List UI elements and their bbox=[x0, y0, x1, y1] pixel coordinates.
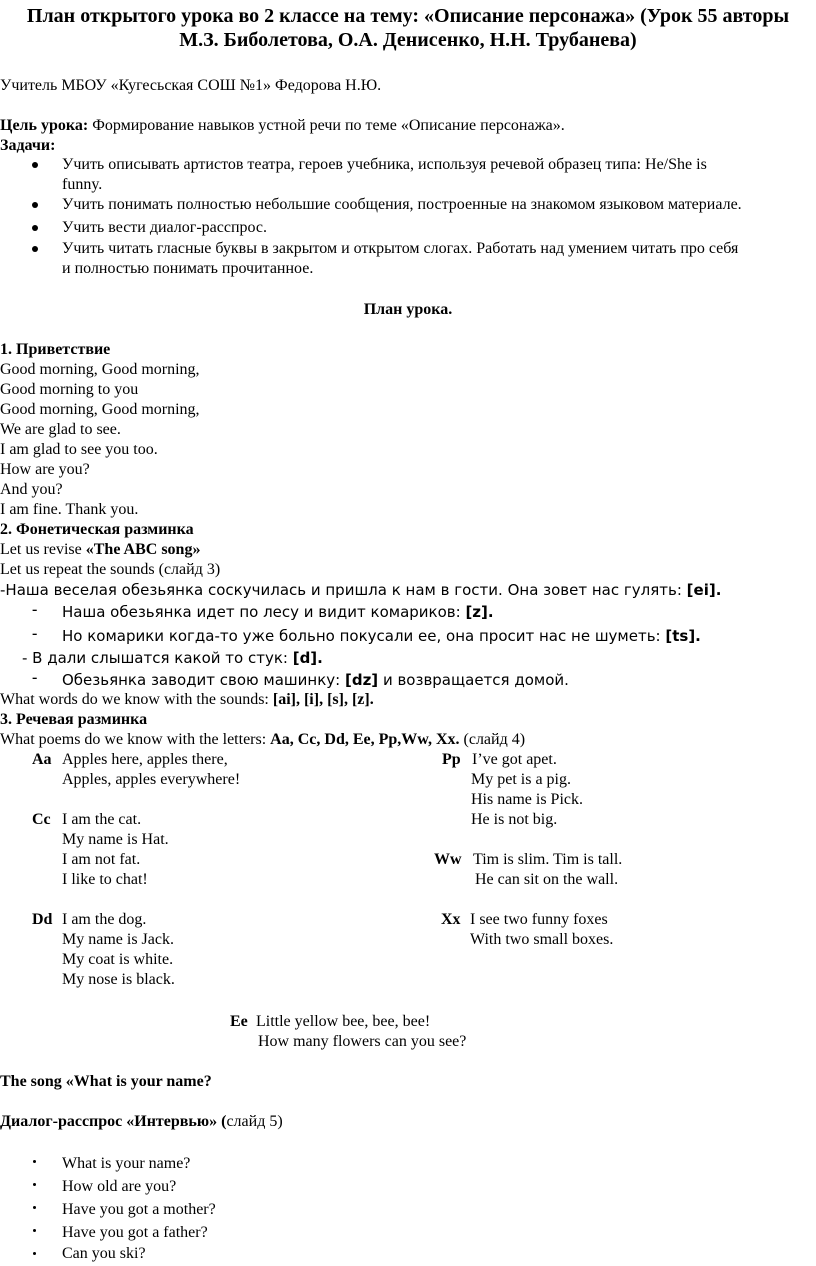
task-item-4-line-2: и полностью понимать прочитанное. bbox=[62, 260, 314, 277]
poem-letters: Aa, Cc, Dd, Ee, Pp,Ww, Xx. bbox=[270, 731, 460, 748]
poem-letter-aa: Aa bbox=[32, 751, 52, 768]
poem-letter-pp: Pp bbox=[442, 751, 461, 768]
dialog-question: Have you got a father? bbox=[62, 1224, 208, 1241]
section-1-heading: 1. Приветствие bbox=[0, 341, 111, 358]
poem-aa-line: Apples, apples everywhere! bbox=[62, 771, 241, 788]
poem-ee-line: Little yellow bee, bee, bee! bbox=[256, 1013, 431, 1030]
bullet-icon bbox=[33, 1160, 36, 1163]
poem-xx-line: I see two funny foxes bbox=[470, 911, 608, 928]
poem-dd-line: My nose is black. bbox=[62, 971, 175, 988]
title-line-1: План открытого урока во 2 классе на тему: «Описание персонажа» (Урок 55 авторы bbox=[26, 5, 790, 27]
monkey-story-line: Обезьянка заводит свою машинку: [dz] и возвращается домой. bbox=[62, 671, 569, 689]
goal-text: Формирование навыков устной речи по теме «Описание персонажа». bbox=[88, 117, 565, 134]
tasks-label: Задачи: bbox=[0, 137, 56, 154]
sounds-list: [ai], [i], [s], [z]. bbox=[272, 691, 374, 708]
title-line-2: М.З. Биболетова, О.А. Денисенко, Н.Н. Трубанева) bbox=[179, 29, 637, 51]
poem-cc-line: I am not fat. bbox=[62, 851, 141, 868]
poem-letter-cc: Cc bbox=[32, 811, 51, 828]
poem-cc-line: I am the cat. bbox=[62, 811, 142, 828]
sound-dz: [dz] bbox=[344, 671, 379, 689]
poem-dd-line: I am the dog. bbox=[62, 911, 147, 928]
sound-d: [d]. bbox=[292, 649, 323, 667]
poem-aa-line: Apples here, apples there, bbox=[62, 751, 228, 768]
poem-pp-line: I’ve got apet. bbox=[472, 751, 557, 768]
section-3-heading: 3. Речевая разминка bbox=[0, 711, 148, 728]
dialog-label: Диалог-расспрос «Интервью» ( bbox=[0, 1113, 227, 1130]
poem-ee-line: How many flowers can you see? bbox=[258, 1033, 467, 1050]
greeting-line: I am glad to see you too. bbox=[0, 441, 158, 458]
bullet-icon bbox=[32, 225, 38, 231]
monkey-story-line: Но комарики когда-то уже больно покусали ее, она просит нас не шуметь: [ts]. bbox=[62, 627, 701, 645]
bullet-icon bbox=[33, 1229, 36, 1232]
bullet-icon bbox=[33, 1252, 36, 1255]
dash-icon: - bbox=[32, 625, 38, 642]
poem-pp-line: My pet is a pig. bbox=[471, 771, 571, 788]
document-title bbox=[0, 4, 816, 52]
task-item-1-line-2: funny. bbox=[62, 176, 103, 193]
poem-cc-line: I like to chat! bbox=[62, 871, 148, 888]
poem-cc-line: My name is Hat. bbox=[62, 831, 169, 848]
poem-ww-line: Tim is slim. Tim is tall. bbox=[473, 851, 623, 868]
bullet-icon bbox=[33, 1183, 36, 1186]
dialog-question: Can you ski? bbox=[62, 1245, 146, 1262]
repeat-sounds-line: Let us repeat the sounds (слайд 3) bbox=[0, 561, 221, 578]
task-item-2: Учить понимать полностью небольшие сообщения, построенные на знакомом языковом материале. bbox=[62, 196, 742, 213]
sound-ei: [ei]. bbox=[686, 581, 722, 599]
poem-letter-xx: Xx bbox=[441, 911, 461, 928]
poem-dd-line: My name is Jack. bbox=[62, 931, 174, 948]
poem-dd-line: My coat is white. bbox=[62, 951, 174, 968]
greeting-line: And you? bbox=[0, 481, 63, 498]
abc-song-title: «The ABC song» bbox=[85, 541, 201, 558]
dialog-slide: слайд 5) bbox=[226, 1113, 283, 1130]
poem-pp-line: His name is Pick. bbox=[471, 791, 583, 808]
poems-line: What poems do we know with the letters: Aa, Cc, Dd, Ee, Pp,Ww, Xx. (слайд 4) bbox=[0, 731, 526, 748]
poem-letter-ee: Ee bbox=[230, 1013, 248, 1030]
song-title: The song «What is your name? bbox=[0, 1073, 212, 1090]
poem-pp-line: He is not big. bbox=[471, 811, 558, 828]
dialog-question: Have you got a mother? bbox=[62, 1201, 216, 1218]
monkey-story-line: Наша обезьянка идет по лесу и видит комариков: [z]. bbox=[62, 603, 494, 621]
greeting-line: Good morning to you bbox=[0, 381, 139, 398]
task-item-3: Учить вести диалог-расспрос. bbox=[62, 219, 268, 236]
dialog-heading bbox=[0, 1112, 283, 1132]
monkey-story-line: -Наша веселая обезьянка соскучилась и пришла к нам в гости. Она зовет нас гулять: [ei]. bbox=[0, 581, 722, 599]
bullet-icon bbox=[33, 1206, 36, 1209]
section-2-heading: 2. Фонетическая разминка bbox=[0, 521, 194, 538]
plan-heading: План урока. bbox=[363, 301, 453, 318]
lesson-goal bbox=[0, 116, 565, 136]
sound-z: [z]. bbox=[465, 603, 494, 621]
greeting-line: Good morning, Good morning, bbox=[0, 401, 200, 418]
poem-ww-line: He can sit on the wall. bbox=[475, 871, 619, 888]
dialog-question: How old are you? bbox=[62, 1178, 177, 1195]
monkey-story-line: - В дали слышатся какой то стук: [d]. bbox=[22, 649, 323, 667]
revise-line bbox=[0, 540, 200, 560]
dialog-question: What is your name? bbox=[62, 1155, 191, 1172]
task-item-4-line-1: Учить читать гласные буквы в закрытом и открытом слогах. Работать над умением читать про себя bbox=[62, 240, 739, 257]
bullet-icon bbox=[32, 162, 38, 168]
revise-prefix: Let us revise bbox=[0, 541, 86, 558]
goal-label: Цель урока: bbox=[0, 117, 89, 134]
dash-icon: - bbox=[32, 669, 38, 686]
poem-letter-dd: Dd bbox=[32, 911, 53, 928]
poem-letter-ww: Ww bbox=[434, 851, 462, 868]
greeting-line: We are glad to see. bbox=[0, 421, 121, 438]
greeting-line: How are you? bbox=[0, 461, 90, 478]
bullet-icon bbox=[32, 202, 38, 208]
teacher-line: Учитель МБОУ «Кугесьская СОШ №1» Федорова Н.Ю. bbox=[0, 77, 382, 94]
poem-xx-line: With two small boxes. bbox=[470, 931, 614, 948]
task-item-1-line-1: Учить описывать артистов театра, героев учебника, используя речевой образец типа: He/She is bbox=[62, 156, 707, 173]
greeting-line: I am fine. Thank you. bbox=[0, 501, 139, 518]
bullet-icon bbox=[32, 246, 38, 252]
words-sounds-line: What words do we know with the sounds: [ai], [i], [s], [z]. bbox=[0, 691, 374, 708]
greeting-line: Good morning, Good morning, bbox=[0, 361, 200, 378]
sound-ts: [ts]. bbox=[665, 627, 701, 645]
dash-icon: - bbox=[32, 601, 38, 618]
